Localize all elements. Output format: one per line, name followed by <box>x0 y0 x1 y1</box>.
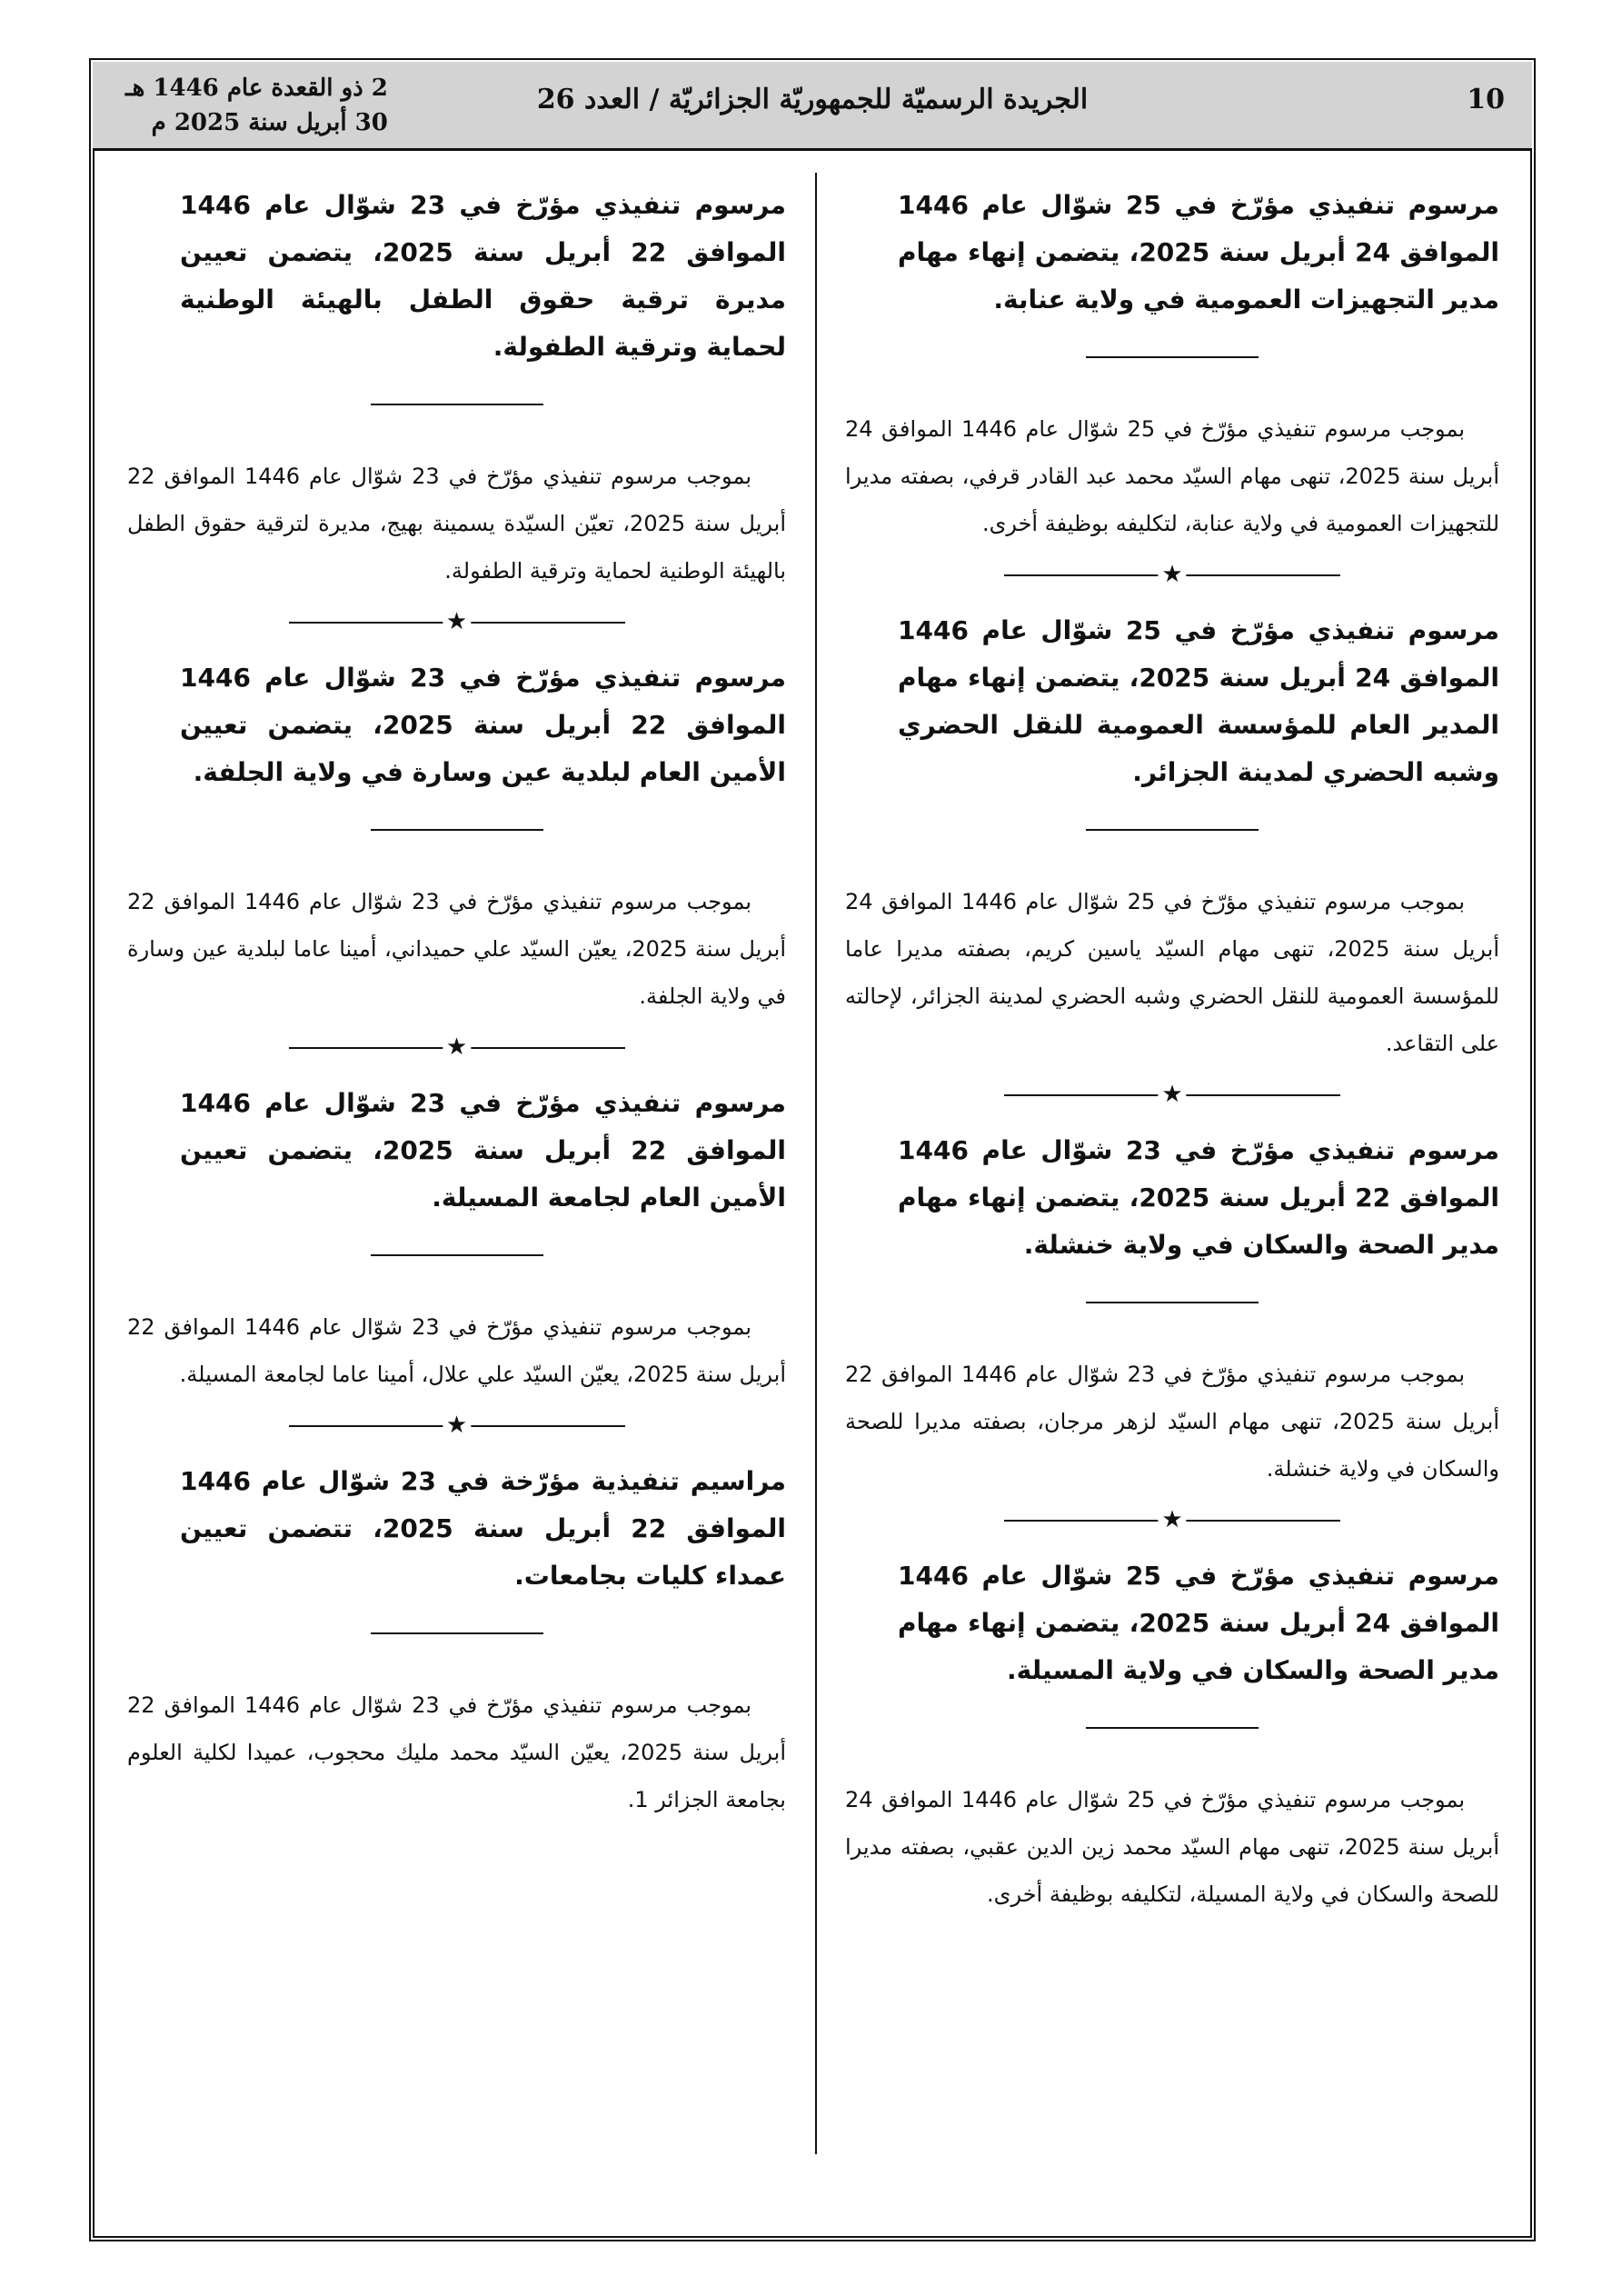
decree-body: بموجب مرسوم تنفيذي مؤرّخ في 23 شوّال عام 1446 الموافق 22 أبريل سنة 2025، تنهى مهام السيّد لزهر مرجان، بصفته مديرا للصحة والسكان في ولاية خنشلة. <box>845 1362 1499 1482</box>
star-icon: ★ <box>443 1413 471 1437</box>
decree-block <box>845 1552 1499 1918</box>
decree-body: بموجب مرسوم تنفيذي مؤرّخ في 23 شوّال عام 1446 الموافق 22 أبريل سنة 2025، تعيّن السيّدة يسمينة بهيج، مديرة لترقية حقوق الطفل بالهيئة الوطنية لحماية وترقية الطفولة. <box>127 464 787 584</box>
column-divider <box>815 173 817 2154</box>
short-rule <box>1086 1302 1259 1303</box>
short-rule <box>371 1254 543 1256</box>
date-gregorian: 30 أبريل سنة 2025 م <box>151 109 388 136</box>
decree-block <box>127 1080 786 1398</box>
decree-body: بموجب مرسوم تنفيذي مؤرّخ في 23 شوّال عام 1446 الموافق 22 أبريل سنة 2025، يعيّن السيّد علي علال، أمينا عاما لجامعة المسيلة. <box>127 1314 786 1387</box>
star-icon: ★ <box>443 1035 471 1059</box>
star-separator <box>289 607 625 635</box>
star-separator <box>1004 1505 1340 1533</box>
short-rule <box>1086 1727 1259 1729</box>
page-header <box>93 62 1532 151</box>
star-icon: ★ <box>1158 1508 1186 1532</box>
decree-body: بموجب مرسوم تنفيذي مؤرّخ في 25 شوّال عام 1446 الموافق 24 أبريل سنة 2025، تنهى مهام السيّد محمد زين الدين عقبي، بصفته مديرا للصحة والسكان في ولاية المسيلة، لتكليفه بوظيفة أخرى. <box>845 1787 1500 1907</box>
decree-heading: مراسيم تنفيذية مؤرّخة في 23 شوّال عام 1446 الموافق 22 أبريل سنة 2025، تتضمن تعيين عمداء كليات بجامعات. <box>180 1466 787 1591</box>
decree-body: بموجب مرسوم تنفيذي مؤرّخ في 23 شوّال عام 1446 الموافق 22 أبريل سنة 2025، يعيّن السيّد علي حميداني، أمينا عاما لبلدية عين وسارة في ولاية الجلفة. <box>127 889 786 1009</box>
gazette-title: الجريدة الرسميّة للجمهوريّة الجزائريّة / العدد 26 <box>536 84 1089 115</box>
short-rule <box>1086 829 1259 831</box>
short-rule <box>371 829 543 831</box>
decree-body: بموجب مرسوم تنفيذي مؤرّخ في 25 شوّال عام 1446 الموافق 24 أبريل سنة 2025، تنهى مهام السيّد ياسين كريم، بصفته مديرا عاما للمؤسسة العمومية للنقل الحضري وشبه الحضري لمدينة الجزائر، لإحالته على التقاعد. <box>845 889 1499 1056</box>
decree-block <box>127 654 786 1020</box>
short-rule <box>1086 356 1259 358</box>
decree-heading: مرسوم تنفيذي مؤرّخ في 25 شوّال عام 1446 الموافق 24 أبريل سنة 2025، يتضمن إنهاء مهام المدير العام للمؤسسة العمومية للنقل الحضري وشبه الحضري لمدينة الجزائر. <box>898 615 1499 787</box>
star-separator <box>289 1411 625 1439</box>
decree-heading: مرسوم تنفيذي مؤرّخ في 23 شوّال عام 1446 الموافق 22 أبريل سنة 2025، يتضمن تعيين الأمين العام لجامعة المسيلة. <box>180 1088 787 1213</box>
decree-heading: مرسوم تنفيذي مؤرّخ في 25 شوّال عام 1446 الموافق 24 أبريل سنة 2025، يتضمن إنهاء مهام مدير التجهيزات العمومية في ولاية عنابة. <box>898 190 1499 314</box>
star-icon: ★ <box>1158 563 1186 586</box>
star-separator <box>289 1033 625 1061</box>
date-hijri: 2 ذو القعدة عام 1446 هـ <box>125 75 388 102</box>
decree-body: بموجب مرسوم تنفيذي مؤرّخ في 23 شوّال عام 1446 الموافق 22 أبريل سنة 2025، يعيّن السيّد محمد مليك محجوب، عميدا لكلية العلوم بجامعة الجزائر 1. <box>127 1692 786 1812</box>
decree-heading: مرسوم تنفيذي مؤرّخ في 25 شوّال عام 1446 الموافق 24 أبريل سنة 2025، يتضمن إنهاء مهام مدير الصحة والسكان في ولاية المسيلة. <box>898 1561 1499 1685</box>
star-icon: ★ <box>1158 1083 1186 1106</box>
decree-block <box>845 607 1499 1067</box>
decree-block <box>127 182 786 594</box>
decree-heading: مرسوم تنفيذي مؤرّخ في 23 شوّال عام 1446 الموافق 22 أبريل سنة 2025، يتضمن تعيين الأمين العام لبلدية عين وسارة في ولاية الجلفة. <box>180 663 787 787</box>
decree-body: بموجب مرسوم تنفيذي مؤرّخ في 25 شوّال عام 1446 الموافق 24 أبريل سنة 2025، تنهى مهام السيّد محمد عبد القادر قرفي، بصفته مديرا للتجهيزات العمومية في ولاية عنابة، لتكليفه بوظيفة أخرى. <box>845 416 1500 536</box>
decree-heading: مرسوم تنفيذي مؤرّخ في 23 شوّال عام 1446 الموافق 22 أبريل سنة 2025، يتضمن تعيين مديرة ترقية حقوق الطفل بالهيئة الوطنية لحماية وترقية الطفولة. <box>180 190 787 362</box>
star-separator <box>1004 1080 1340 1108</box>
decree-block <box>845 182 1499 547</box>
page-number: 10 <box>1467 84 1505 115</box>
issue-date <box>125 71 388 140</box>
right-column <box>845 182 1499 1918</box>
left-column <box>127 182 786 1823</box>
star-icon: ★ <box>443 610 471 634</box>
decree-block <box>127 1458 786 1823</box>
decree-block <box>845 1127 1499 1492</box>
short-rule <box>371 1632 543 1634</box>
decree-heading: مرسوم تنفيذي مؤرّخ في 23 شوّال عام 1446 الموافق 22 أبريل سنة 2025، يتضمن إنهاء مهام مدير الصحة والسكان في ولاية خنشلة. <box>898 1135 1499 1260</box>
star-separator <box>1004 560 1340 588</box>
short-rule <box>371 404 543 405</box>
